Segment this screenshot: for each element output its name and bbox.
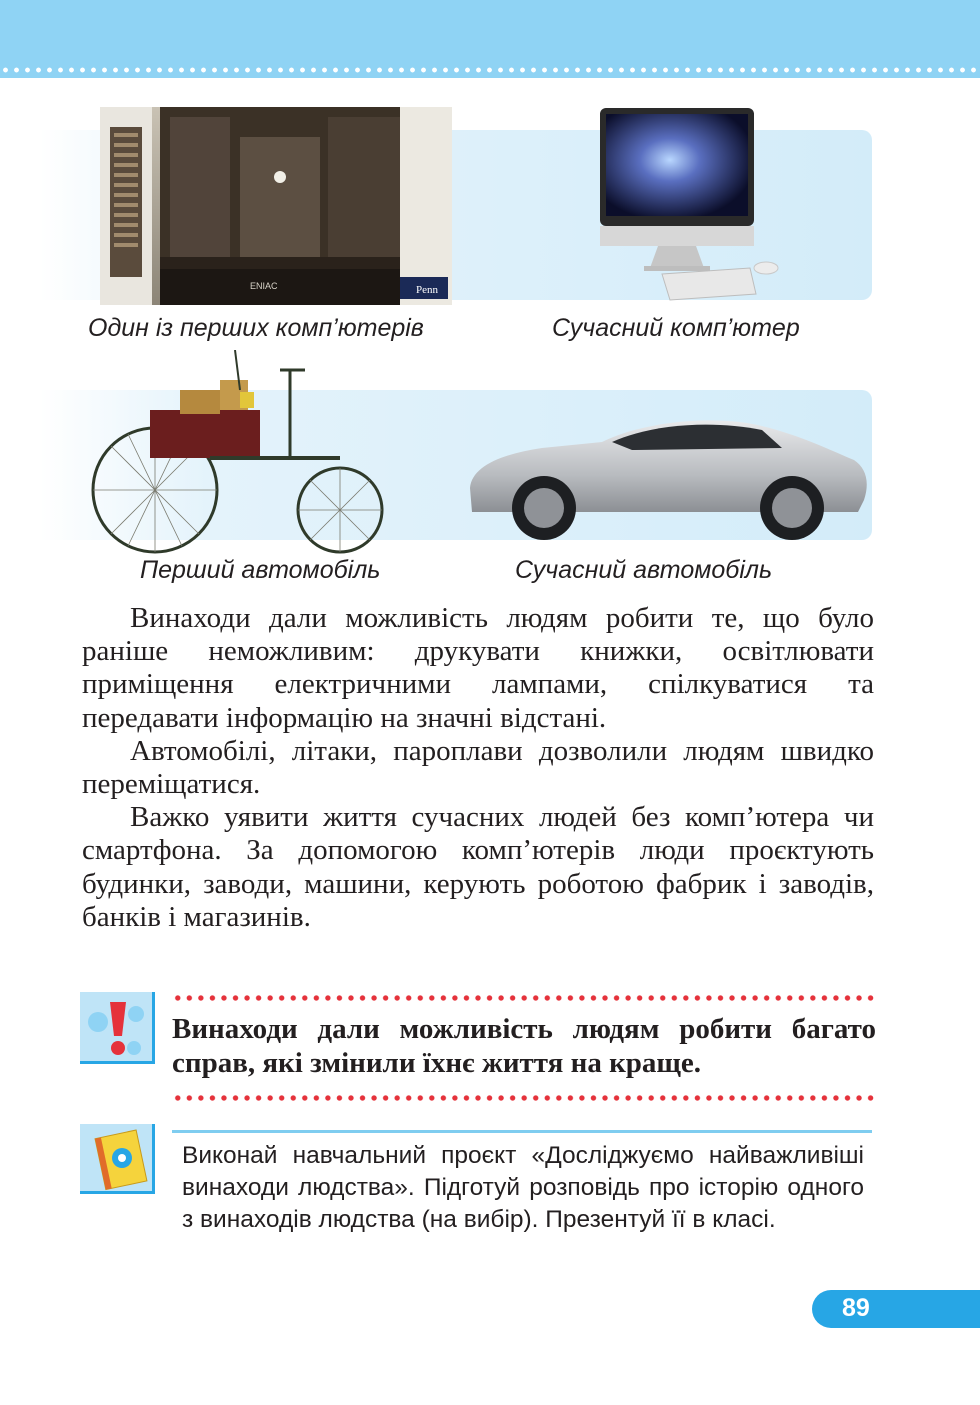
paragraph-inventions: Винаходи дали можливість людям робити те, що було раніше неможливим: друкувати книжки, освітлювати приміщення електричними лампами, спілкуватися та передавати інформацію на значні відстані. bbox=[82, 602, 874, 734]
paragraph-transport: Автомобілі, літаки, пароплави дозволили людям швидко переміщатися. bbox=[82, 734, 874, 801]
caption-first-car: Перший автомобіль bbox=[140, 556, 381, 584]
task-text: Виконай навчальний проєкт «Досліджуємо найважливіші винаходи людства». Підготуй розповідь про історію одного з винаходів людства (на вибір). Презентуй її в класі. bbox=[182, 1142, 864, 1233]
modern-computer-photo bbox=[600, 108, 790, 308]
remember-dots-top bbox=[172, 994, 876, 1002]
eniac-photo bbox=[100, 107, 452, 305]
exclamation-icon bbox=[80, 992, 156, 1064]
project-icon bbox=[80, 1124, 156, 1194]
caption-modern-computer: Сучасний комп’ютер bbox=[552, 314, 800, 342]
header-dotted-line bbox=[0, 66, 980, 74]
first-car-photo bbox=[90, 350, 430, 565]
remember-text: Винаходи дали можливість людям робити багато справ, які змінили їхнє життя на краще. bbox=[172, 1013, 876, 1079]
penn-label: Penn bbox=[416, 284, 438, 296]
modern-car-photo bbox=[462, 408, 872, 543]
remember-dots-bottom bbox=[172, 1094, 876, 1102]
caption-first-computer: Один із перших комп’ютерів bbox=[88, 314, 424, 342]
page-number: 89 bbox=[842, 1294, 870, 1322]
body-text bbox=[82, 602, 874, 934]
paragraph-computers: Важко уявити життя сучасних людей без комп’ютера чи смартфона. За допомогою комп’ютерів люди проєктують будинки, заводи, машини, керують роботою фабрик і заводів, банків і магазинів. bbox=[82, 801, 874, 933]
task-divider bbox=[172, 1130, 872, 1133]
eniac-label: ENIAC bbox=[250, 281, 278, 291]
caption-modern-car: Сучасний автомобіль bbox=[515, 556, 773, 584]
page-number-tab bbox=[812, 1290, 980, 1328]
